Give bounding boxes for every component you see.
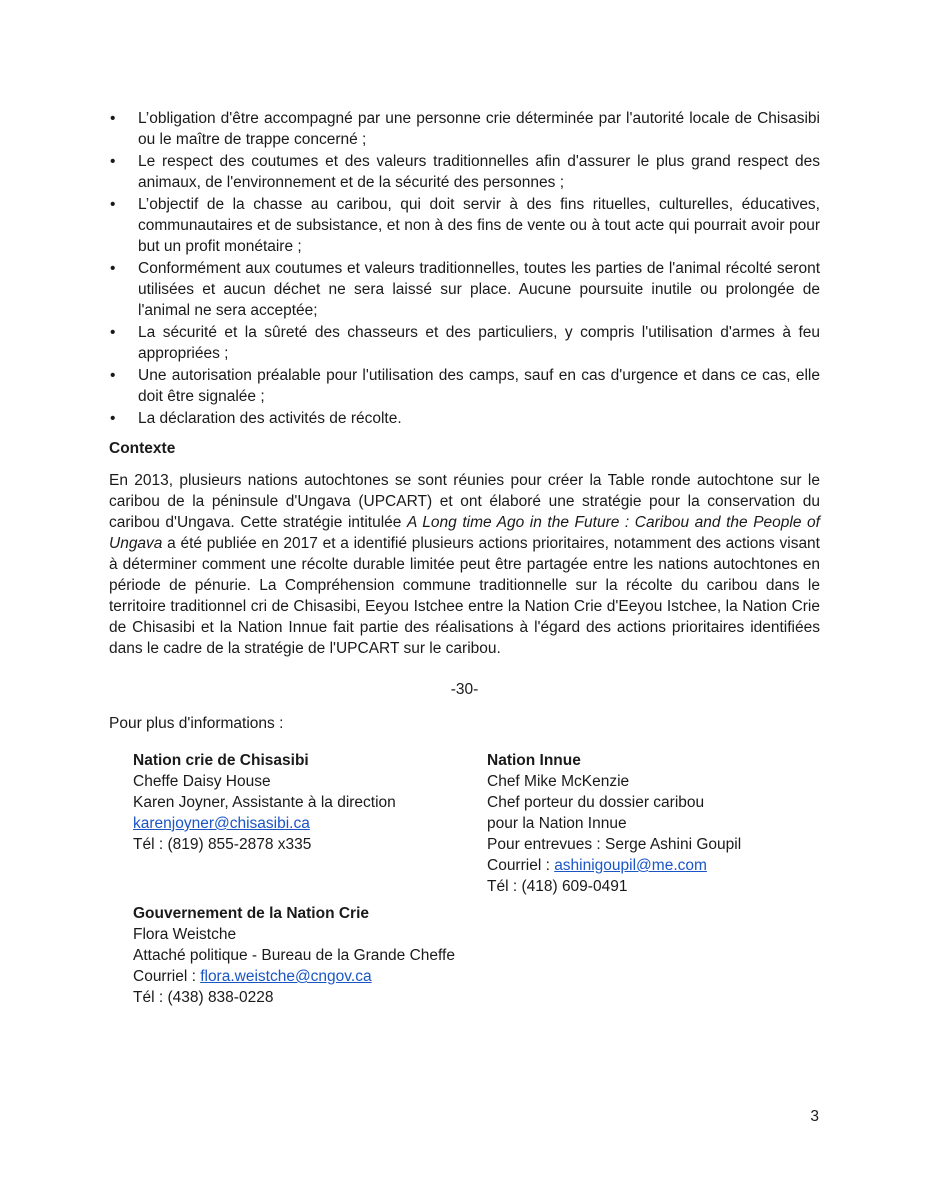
contact-org: Nation crie de Chisasibi [133, 752, 309, 769]
contacts-section [109, 750, 820, 1010]
conditions-list [109, 108, 820, 429]
contact-name: Cheffe Daisy House [133, 773, 271, 790]
bullet-icon: • [110, 367, 116, 384]
contact-chisasibi [133, 750, 396, 855]
bullet-icon: • [110, 260, 116, 277]
contact-role: Karen Joyner, Assistante à la direction [133, 794, 396, 811]
report-title: A Long time Ago in the Future : Caribou and the People of Ungava [109, 514, 820, 552]
contact-org: Nation Innue [487, 752, 581, 769]
contact-name: Chef Mike McKenzie [487, 773, 630, 790]
email-link[interactable]: flora.weistche@cngov.ca [200, 968, 372, 985]
contact-gouvernement [133, 903, 455, 1008]
bullet-icon: • [110, 410, 116, 427]
email-link[interactable]: karenjoyner@chisasibi.ca [133, 815, 310, 832]
contact-org: Gouvernement de la Nation Crie [133, 905, 369, 922]
list-item: • La sécurité et la sûreté des chasseurs et des particuliers, y compris l'utilisation d'armes à feu appropriées ; [110, 324, 820, 362]
bullet-icon: • [110, 110, 116, 127]
email-link[interactable]: ashinigoupil@me.com [554, 857, 707, 874]
page-content [109, 108, 820, 1010]
contact-role: Attaché politique - Bureau de la Grande Cheffe [133, 947, 455, 964]
list-item: • Conformément aux coutumes et valeurs traditionnelles, toutes les parties de l'animal récolté seront utilisées et aucun déchet ne sera laissé sur place. Aucune poursuite inutile ou prolongée de l'animal ne sera acceptée; [110, 260, 820, 319]
contact-role: pour la Nation Innue [487, 815, 627, 832]
bullet-icon: • [110, 324, 116, 341]
email-label: Courriel : [487, 857, 555, 874]
list-item: • Le respect des coutumes et des valeurs traditionnelles afin d'assurer le plus grand respect des animaux, de l'environnement et de la sécurité des personnes ; [110, 153, 820, 191]
list-item: • La déclaration des activités de récolte. [110, 410, 402, 427]
contact-role: Chef porteur du dossier caribou [487, 794, 705, 811]
list-item: • L’objectif de la chasse au caribou, qui doit servir à des fins rituelles, culturelles, éducatives, communautaires et de subsistance, et non à des fins de vente ou à tout acte qui pourrait avoir pour but un profit monétaire ; [110, 196, 820, 255]
page-number: 3 [810, 1108, 819, 1125]
contact-phone: Tél : (819) 855-2878 x335 [133, 836, 312, 853]
list-item: • Une autorisation préalable pour l'utilisation des camps, sauf en cas d'urgence et dans ce cas, elle doit être signalée ; [110, 367, 820, 405]
list-item: • L’obligation d'être accompagné par une personne crie déterminée par l'autorité locale de Chisasibi ou le maître de trappe concerné ; [110, 110, 820, 148]
email-label: Courriel : [133, 968, 201, 985]
end-mark: -30- [450, 681, 479, 698]
contact-innue [487, 750, 741, 897]
bullet-icon: • [110, 196, 116, 213]
more-info-label: Pour plus d'informations : [109, 715, 284, 732]
contact-phone: Tél : (418) 609-0491 [487, 878, 628, 895]
bullet-icon: • [110, 153, 116, 170]
contact-interviews: Pour entrevues : Serge Ashini Goupil [487, 836, 742, 853]
context-paragraph: En 2013, plusieurs nations autochtones se sont réunies pour créer la Table ronde autochtone sur le caribou de la péninsule d'Ungava (UPCART) et ont élaboré une stratégie pour la conservation du caribou d'Ungava. Cette stratégie intitulée A Long time Ago in the Future : Caribou and the People of Ungava a été publiée en 2017 et a identifié plusieurs actions prioritaires, notamment des actions visant à déterminer comment une récolte durable limitée peut être partagée entre les nations autochtones en période de pénurie. La Compréhension commune traditionnelle sur la récolte du caribou dans le territoire traditionnel cri de Chisasibi, Eeyou Istchee entre la Nation Crie d'Eeyou Istchee, la Nation Crie de Chisasibi et la Nation Innue fait partie des réalisations à l'égard des actions prioritaires identifiées dans le cadre de la stratégie de l'UPCART sur le caribou. [109, 472, 820, 657]
contact-phone: Tél : (438) 838-0228 [133, 989, 274, 1006]
contact-name: Flora Weistche [133, 926, 237, 943]
context-heading: Contexte [109, 440, 176, 457]
